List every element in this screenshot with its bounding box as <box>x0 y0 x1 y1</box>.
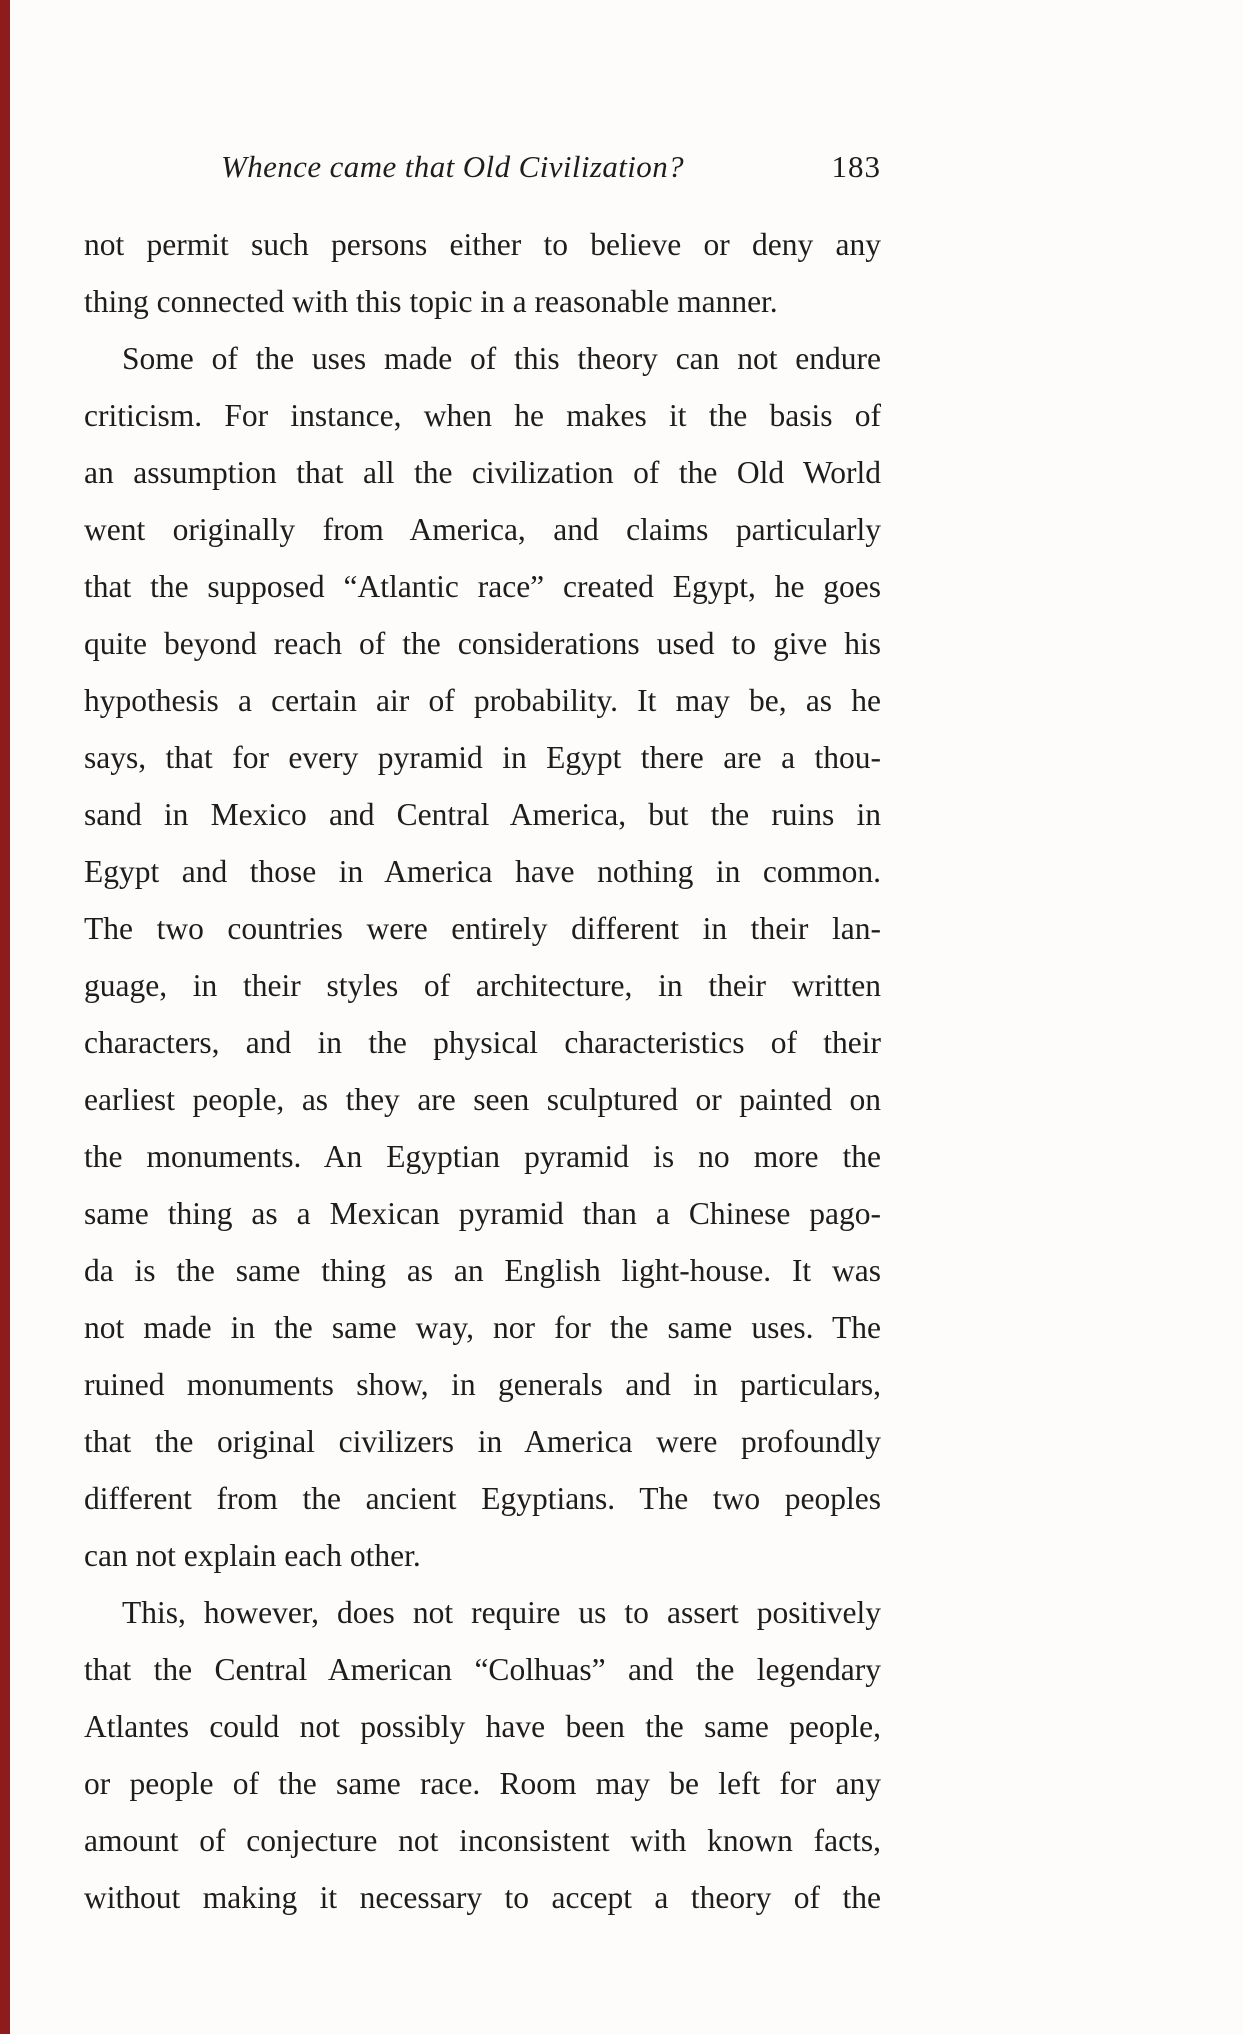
text-line: guage, in their styles of architecture, in their written <box>84 968 881 1003</box>
page-body <box>84 216 881 1926</box>
text-line: not permit such persons either to believe or deny any <box>84 227 881 262</box>
scan-edge-stripe <box>0 0 10 2034</box>
text-line: criticism. For instance, when he makes it the basis of <box>84 398 881 433</box>
text-line: not made in the same way, nor for the same uses. The <box>84 1310 881 1345</box>
text-line: thing connected with this topic in a reasonable manner. <box>84 284 778 319</box>
text-line: quite beyond reach of the considerations used to give his <box>84 626 881 661</box>
text-line: an assumption that all the civilization of the Old World <box>84 455 881 490</box>
text-line: sand in Mexico and Central America, but the ruins in <box>84 797 881 832</box>
text-line: The two countries were entirely different in their lan- <box>84 911 881 946</box>
text-line: amount of conjecture not inconsistent with known facts, <box>84 1823 881 1858</box>
page-content <box>84 146 881 1926</box>
text-line: that the Central American “Colhuas” and the legendary <box>84 1652 881 1687</box>
text-line: characters, and in the physical characteristics of their <box>84 1025 881 1060</box>
text-line: the monuments. An Egyptian pyramid is no more the <box>84 1139 881 1174</box>
text-line: Egypt and those in America have nothing in common. <box>84 854 881 889</box>
text-line: says, that for every pyramid in Egypt there are a thou- <box>84 740 881 775</box>
text-line: same thing as a Mexican pyramid than a Chinese pago- <box>84 1196 881 1231</box>
text-line: Some of the uses made of this theory can not endure <box>122 341 881 376</box>
text-line: can not explain each other. <box>84 1538 421 1573</box>
text-line: This, however, does not require us to assert positively <box>122 1595 881 1630</box>
text-line: Atlantes could not possibly have been the same people, <box>84 1709 881 1744</box>
text-line: da is the same thing as an English light-house. It was <box>84 1253 881 1288</box>
header-title: Whence came that Old Civilization? <box>220 149 684 184</box>
text-line: ruined monuments show, in generals and in particulars, <box>84 1367 881 1402</box>
text-line: without making it necessary to accept a theory of the <box>84 1880 881 1915</box>
text-line: that the supposed “Atlantic race” created Egypt, he goes <box>84 569 881 604</box>
text-line: that the original civilizers in America were profoundly <box>84 1424 881 1459</box>
text-line: earliest people, as they are seen sculptured or painted on <box>84 1082 881 1117</box>
text-line: hypothesis a certain air of probability. It may be, as he <box>84 683 881 718</box>
page-number: 183 <box>831 149 881 184</box>
text-line: or people of the same race. Room may be left for any <box>84 1766 881 1801</box>
text-line: different from the ancient Egyptians. The two peoples <box>84 1481 881 1516</box>
running-header <box>84 146 881 192</box>
text-line: went originally from America, and claims particularly <box>84 512 881 547</box>
